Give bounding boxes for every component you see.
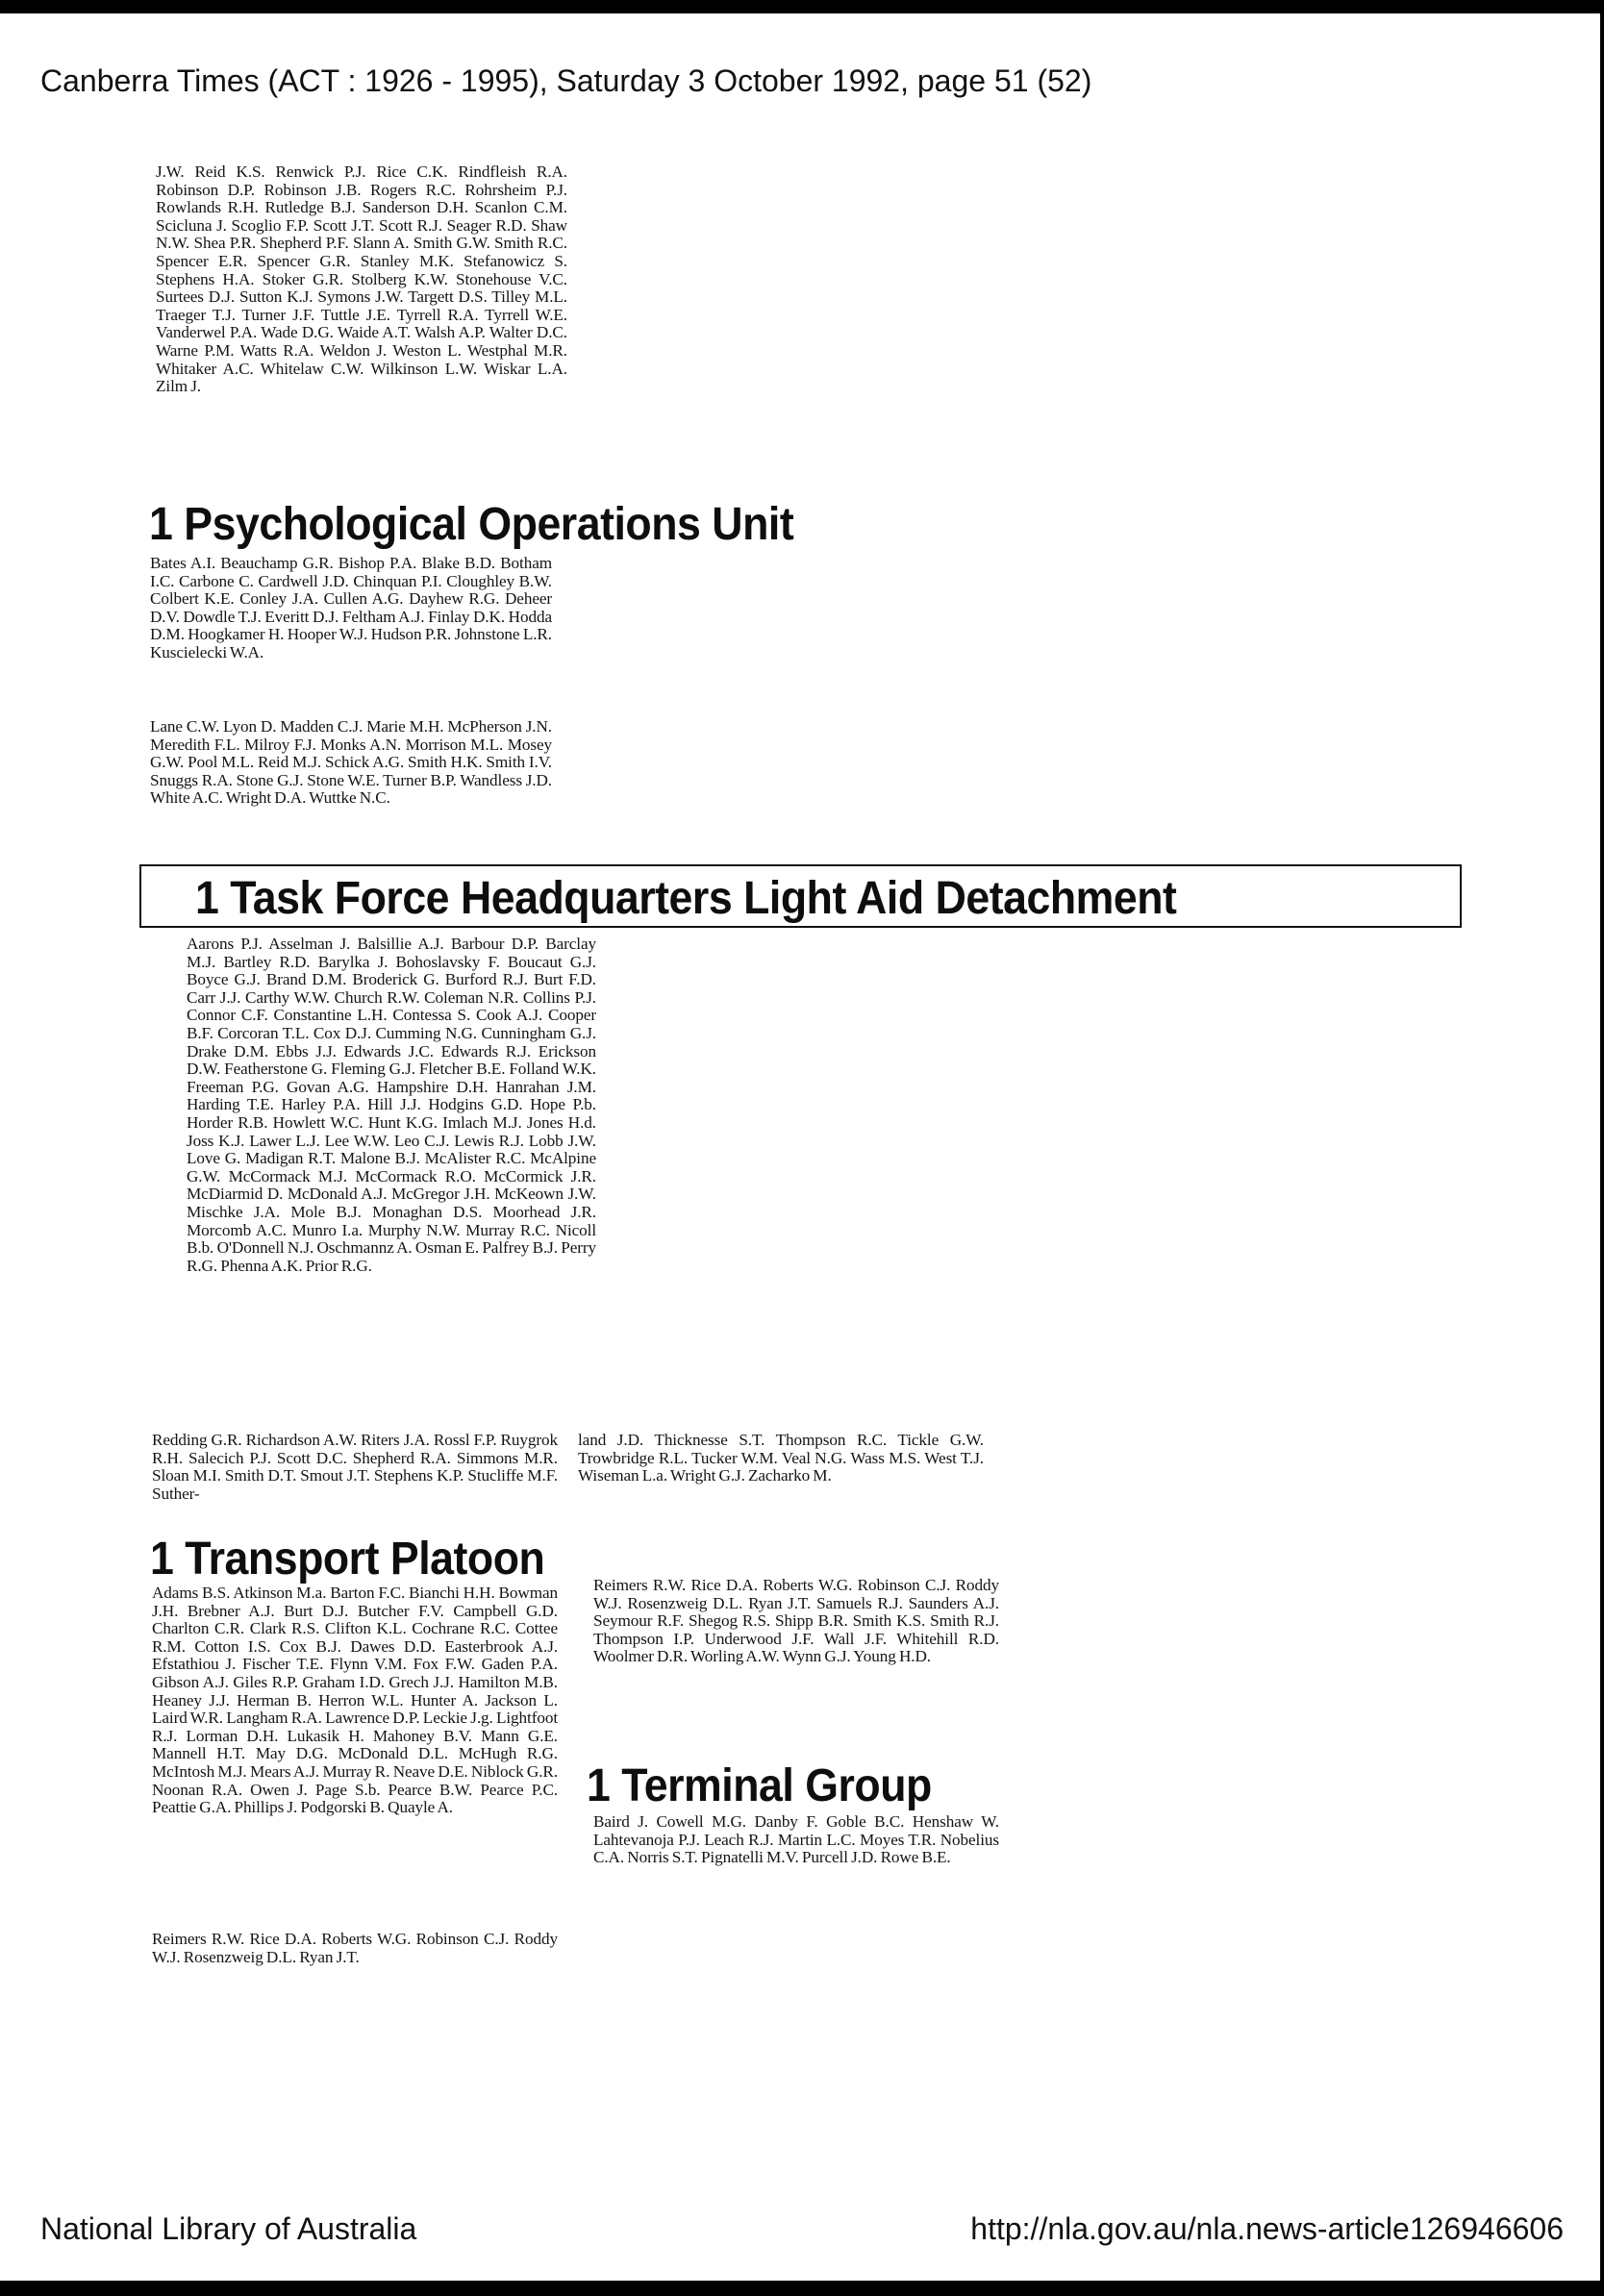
names-list-transport: Adams B.S. Atkinson M.a. Barton F.C. Bianchi H.H. Bowman J.H. Brebner A.J. Burt D.J. Butcher F.V. Campbell G.D. Charlton C.R. Clark R.S. Clifton K.L. Cochrane R.C. Cottee R.M. Cotton I.S. Cox B.J. Dawes D.D. Easterbrook A.J. Efstathiou J. Fischer T.E. Flynn V.M. Fox F.W. Gaden P.A. Gibson A.J. Giles R.P. Graham I.D. Grech J.J. Hamilton M.B. Heaney J.J. Herman B. Herron W.L. Hunter A. Jackson L. Laird W.R. Langham R.A. Lawrence D.P. Leckie J.g. Lightfoot R.J. Lorman D.H. Lukasik H. Mahoney B.V. Mann G.E. Mannell H.T. May D.G. McDonald D.L. McHugh R.G. McIntosh M.J. Mears A.J. Murray R. Neave D.E. Niblock G.R. Noonan R.A. Owen J. Page S.b. Pearce B.W. Pearce P.C. Peattie G.A. Phillips J. Podgorski B. Quayle A. <box>152 1584 558 1817</box>
names-list-task-force: Aarons P.J. Asselman J. Balsillie A.J. Barbour D.P. Barclay M.J. Bartley R.D. Barylka J. Bohoslavsky F. Boucaut G.J. Boyce G.J. Brand D.M. Broderick G. Burford R.J. Burt F.D. Carr J.J. Carthy W.W. Church R.W. Coleman N.R. Collins P.J. Connor C.F. Constantine L.H. Contessa S. Cook A.J. Cooper B.F. Corcoran T.L. Cox D.J. Cumming N.G. Cunningham G.J. Drake D.M. Ebbs J.J. Edwards J.C. Edwards R.J. Erickson D.W. Featherstone G. Fleming G.J. Fletcher B.E. Folland W.K. Freeman P.G. Govan A.G. Hampshire D.H. Hanrahan J.M. Harding T.E. Harley P.A. Hill J.J. Hodgins G.D. Hope P.b. Horder R.B. Howlett W.C. Hunt K.G. Imlach M.J. Jones H.d. Joss K.J. Lawer L.J. Lee W.W. Leo C.J. Lewis R.J. Lobb J.W. Love G. Madigan R.T. Malone B.J. McAlister R.C. McAlpine G.W. McCormack M.J. McCormack R.O. McCormick J.R. McDiarmid D. McDonald A.J. McGregor J.H. McKeown J.W. Mischke J.A. Mole B.J. Monaghan D.S. Moorhead J.R. Morcomb A.C. Munro I.a. Murphy N.W. Murray R.C. Nicoll B.b. O'Donnell N.J. Oschmannz A. Osman E. Palfrey B.J. Perry R.G. Phenna A.K. Prior R.G. <box>187 935 596 1275</box>
task-force-heading-box <box>139 864 1462 928</box>
article-citation: Canberra Times (ACT : 1926 - 1995), Saturday 3 October 1992, page 51 (52) <box>40 63 1092 98</box>
names-list-top: J.W. Reid K.S. Renwick P.J. Rice C.K. Rindfleish R.A. Robinson D.P. Robinson J.B. Rogers R.C. Rohrsheim P.J. Rowlands R.H. Rutledge B.J. Sanderson D.H. Scanlon C.M. Scicluna J. Scoglio F.P. Scott J.T. Scott R.J. Seager R.D. Shaw N.W. Shea P.R. Shepherd P.F. Slann A. Smith G.W. Smith R.C. Spencer E.R. Spencer G.R. Stanley M.K. Stefanowicz S. Stephens H.A. Stoker G.R. Stolberg K.W. Stonehouse V.C. Surtees D.J. Sutton K.J. Symons J.W. Targett D.S. Tilley M.L. Traeger T.J. Turner J.F. Tuttle J.E. Tyrrell R.A. Tyrrell W.E. Vanderwel P.A. Wade D.G. Waide A.T. Walsh A.P. Walter D.C. Warne P.M. Watts R.A. Weldon J. Weston L. Westphal M.R. Whitaker A.C. Whitelaw C.W. Wilkinson L.W. Wiskar L.A. Zilm J. <box>156 162 567 396</box>
heading-terminal-group: 1 Terminal Group <box>587 1760 932 1811</box>
heading-task-force-light-aid-detachment: 1 Task Force Headquarters Light Aid Detachment <box>195 873 1177 924</box>
names-list-psych-ops-b: Lane C.W. Lyon D. Madden C.J. Marie M.H. McPherson J.N. Meredith F.L. Milroy F.J. Monks A.N. Morrison M.L. Mosey G.W. Pool M.L. Reid M.J. Schick A.G. Smith H.K. Smith I.V. Snuggs R.A. Stone G.J. Stone W.E. Turner B.P. Wandless J.D. White A.C. Wright D.A. Wuttke N.C. <box>150 717 552 808</box>
right-border <box>1600 0 1604 2296</box>
names-list-transport-repeat: Reimers R.W. Rice D.A. Roberts W.G. Robinson C.J. Roddy W.J. Rosenzweig D.L. Ryan J.T. <box>152 1930 558 1966</box>
names-list-task-force-lower-left: Redding G.R. Richardson A.W. Riters J.A. Rossl F.P. Ruygrok R.H. Salecich P.J. Scott D.C. Shepherd R.A. Simmons M.R. Sloan M.I. Smith D.T. Smout J.T. Stephens K.P. Stucliffe M.F. Suther- <box>152 1431 558 1503</box>
publisher-credit: National Library of Australia <box>40 2211 417 2246</box>
article-url[interactable]: http://nla.gov.au/nla.news-article126946606 <box>970 2211 1564 2246</box>
heading-transport-platoon: 1 Transport Platoon <box>150 1534 545 1585</box>
bottom-border <box>0 2281 1604 2296</box>
heading-psychological-operations-unit: 1 Psychological Operations Unit <box>149 499 794 550</box>
names-list-task-force-lower-right: land J.D. Thicknesse S.T. Thompson R.C. Tickle G.W. Trowbridge R.L. Tucker W.M. Veal N.G. Wass M.S. West T.J. Wiseman L.a. Wright G.J. Zacharko M. <box>578 1431 984 1485</box>
top-border <box>0 0 1604 13</box>
names-list-transport-right: Reimers R.W. Rice D.A. Roberts W.G. Robinson C.J. Roddy W.J. Rosenzweig D.L. Ryan J.T. Samuels R.J. Saunders A.J. Seymour R.F. Shegog R.S. Shipp B.R. Smith K.S. Smith R.J. Thompson I.P. Underwood J.F. Wall J.F. Whitehill R.D. Woolmer D.R. Worling A.W. Wynn G.J. Young H.D. <box>593 1576 999 1666</box>
names-list-psych-ops-a: Bates A.I. Beauchamp G.R. Bishop P.A. Blake B.D. Botham I.C. Carbone C. Cardwell J.D. Chinquan P.I. Cloughley B.W. Colbert K.E. Conley J.A. Cullen A.G. Dayhew R.G. Deheer D.V. Dowdle T.J. Everitt D.J. Feltham A.J. Finlay D.K. Hodda D.M. Hoogkamer H. Hooper W.J. Hudson P.R. Johnstone L.R. Kuscielecki W.A. <box>150 554 552 661</box>
names-list-terminal: Baird J. Cowell M.G. Danby F. Goble B.C. Henshaw W. Lahtevanoja P.J. Leach R.J. Martin L.C. Moyes T.R. Nobelius C.A. Norris S.T. Pignatelli M.V. Purcell J.D. Rowe B.E. <box>593 1812 999 1867</box>
